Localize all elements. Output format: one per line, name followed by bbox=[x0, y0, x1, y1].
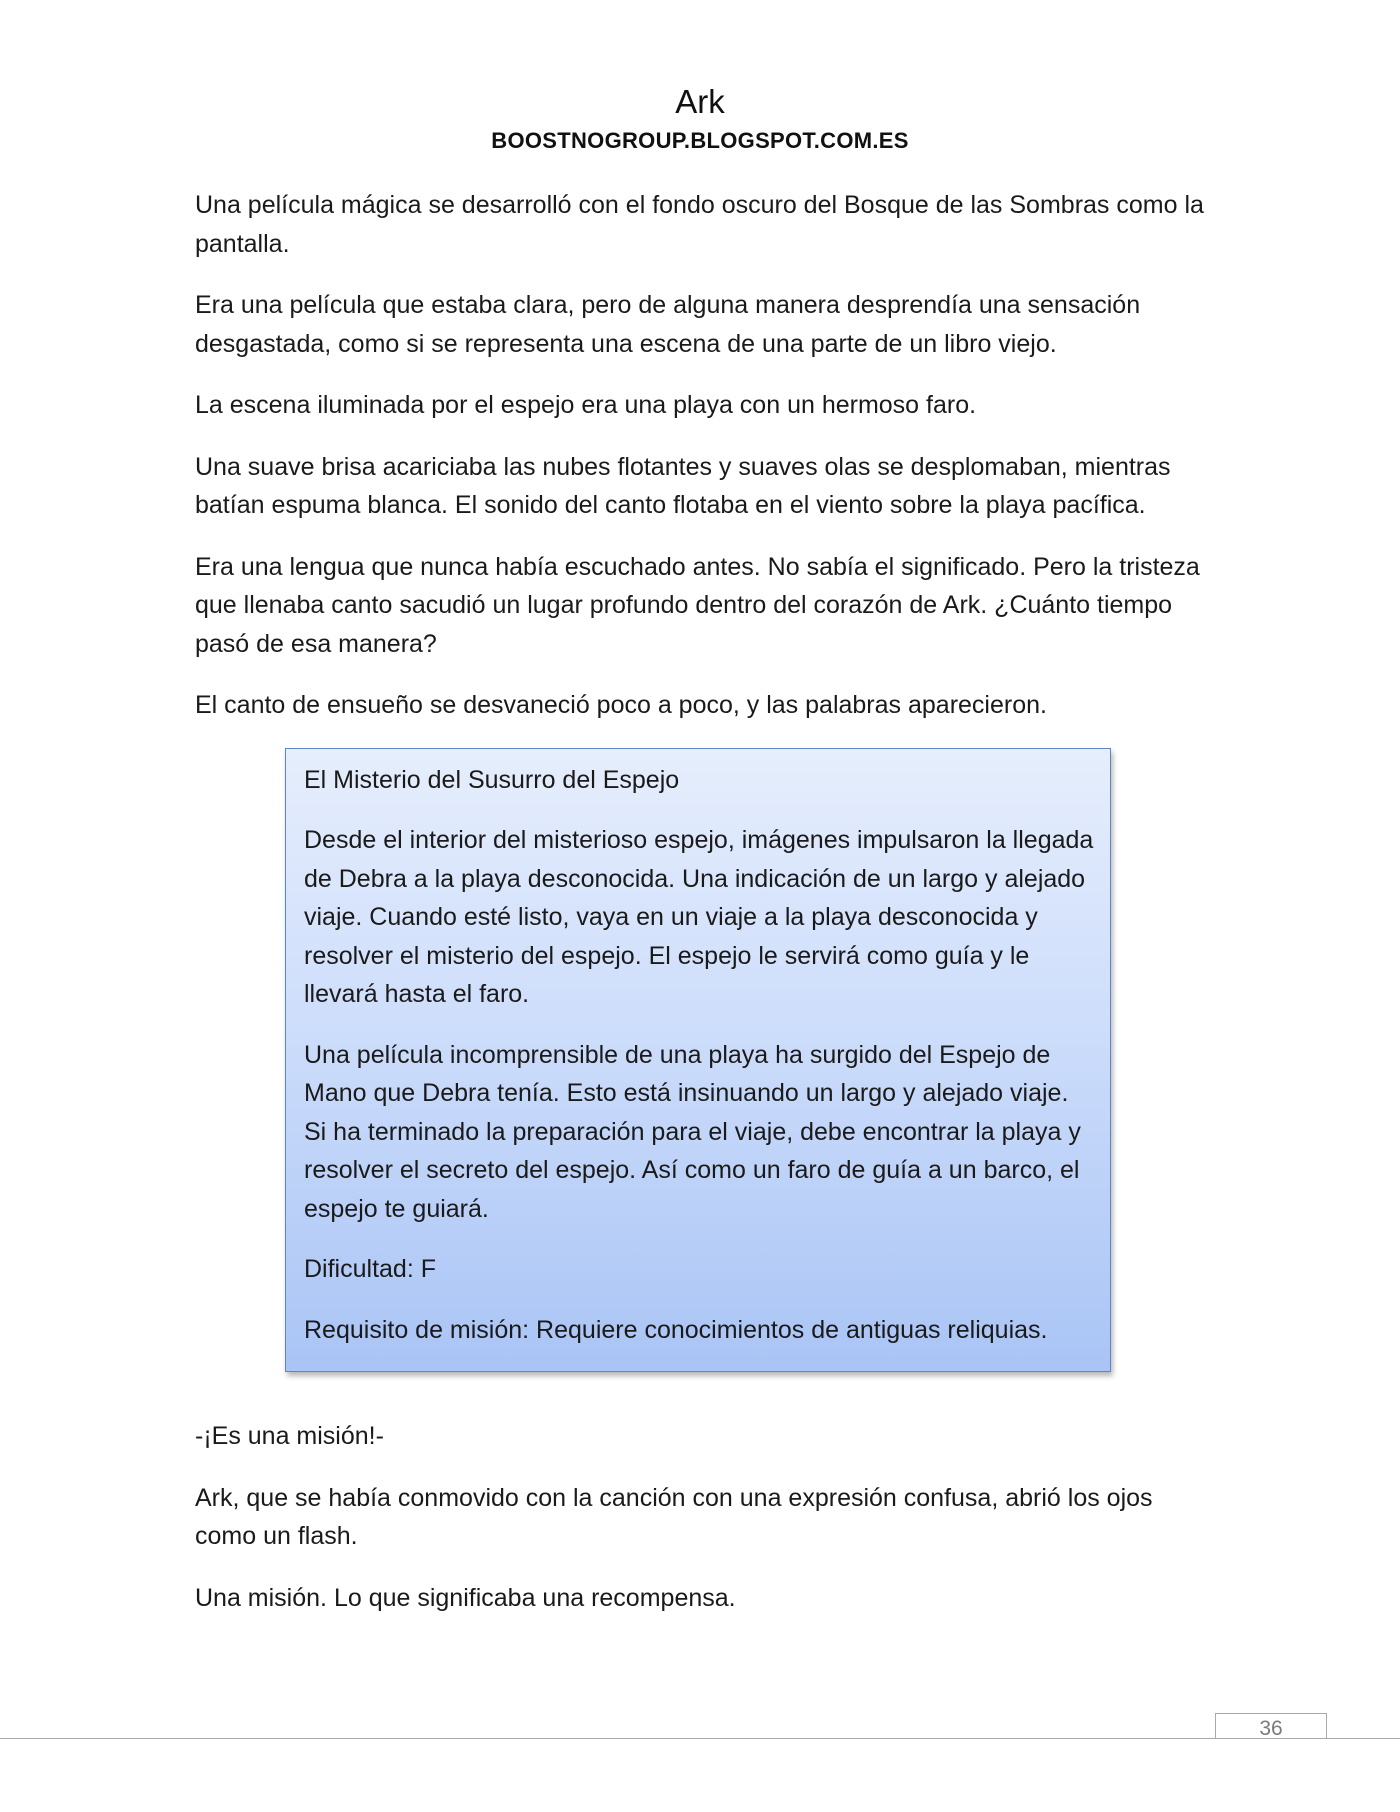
quest-description: Una película incomprensible de una playa ha surgido del Espejo de Mano que Debra tenía. Esto está insinuando un largo y alejado viaje. Si ha terminado la preparación para el viaje, debe encontrar la playa y resolver el secreto del espejo. Así como un faro de guía a un barco, el espejo te guiará. bbox=[304, 1040, 1081, 1223]
paragraph: La escena iluminada por el espejo era una playa con un hermoso faro. bbox=[195, 391, 977, 419]
paragraph: -¡Es una misión!- bbox=[195, 1422, 384, 1450]
source-website: BOOSTNOGROUP.BLOGSPOT.COM.ES bbox=[491, 128, 909, 153]
footer-divider bbox=[0, 1738, 1400, 1739]
paragraph: Ark, que se había conmovido con la canción con una expresión confusa, abrió los ojos como un flash. bbox=[195, 1483, 1153, 1550]
paragraph: Era una película que estaba clara, pero de alguna manera desprendía una sensación desgastada, como si se representa una escena de una parte de un libro viejo. bbox=[195, 291, 1141, 358]
quest-title: El Misterio del Susurro del Espejo bbox=[304, 765, 680, 794]
book-title: Ark bbox=[675, 83, 725, 120]
quest-difficulty: Dificultad: F bbox=[304, 1255, 436, 1283]
paragraph: El canto de ensueño se desvaneció poco a poco, y las palabras aparecieron. bbox=[195, 691, 1047, 719]
paragraph: Una película mágica se desarrolló con el fondo oscuro del Bosque de las Sombras como la pantalla. bbox=[195, 191, 1204, 258]
quest-notification-box bbox=[285, 748, 1111, 1373]
paragraph: Una misión. Lo que significaba una recompensa. bbox=[195, 1583, 736, 1612]
quest-requirement: Requisito de misión: Requiere conocimientos de antiguas reliquias. bbox=[304, 1315, 1048, 1344]
page-number: 36 bbox=[1215, 1713, 1327, 1738]
quest-description: Desde el interior del misterioso espejo, imágenes impulsaron la llegada de Debra a la playa desconocida. Una indicación de un largo y alejado viaje. Cuando esté listo, vaya en un viaje a la playa desconocida y resolver el misterio del espejo. El espejo le servirá como guía y le llevará hasta el faro. bbox=[304, 826, 1094, 1008]
paragraph: Una suave brisa acariciaba las nubes flotantes y suaves olas se desplomaban, mientras batían espuma blanca. El sonido del canto flotaba en el viento sobre la playa pacífica. bbox=[195, 452, 1171, 519]
page-body bbox=[195, 186, 1210, 1640]
paragraph: Era una lengua que nunca había escuchado antes. No sabía el significado. Pero la tristeza que llenaba canto sacudió un lugar profundo dentro del corazón de Ark. ¿Cuánto tiempo pasó de esa manera? bbox=[195, 552, 1200, 658]
page-header bbox=[0, 82, 1400, 154]
